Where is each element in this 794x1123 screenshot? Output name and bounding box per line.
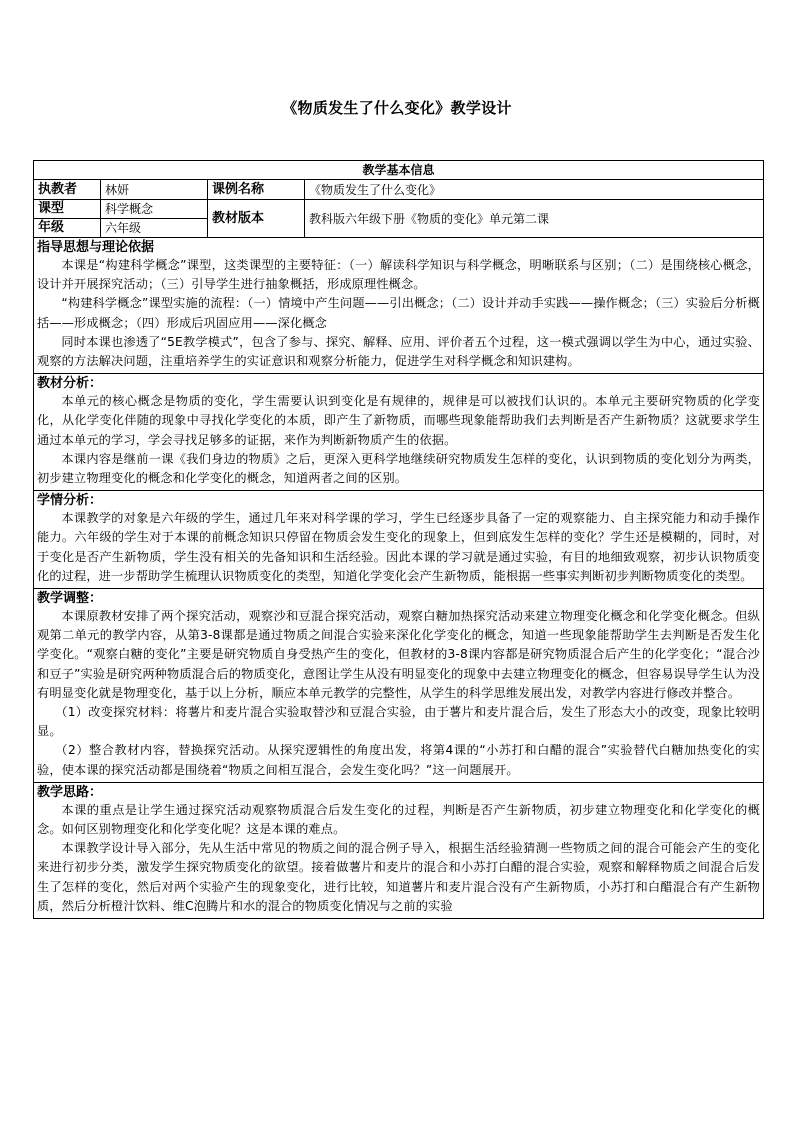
- guiding-paragraph: “构建科学概念”课型实施的流程：（一）情境中产生问题——引出概念；（二）设计并动手实践——操作概念；（三）实验后分析概括——形成概念；（四）形成后巩固应用——深化概念: [37, 296, 761, 330]
- edition-label: 教材版本: [208, 200, 305, 238]
- thinking-section: [34, 782, 764, 918]
- adjust-section: [34, 589, 764, 783]
- guiding-section: [34, 238, 764, 374]
- lesson-plan-table: [33, 160, 764, 919]
- guiding-paragraph: 同时本课也渗透了“5E教学模式”，包含了参与、探究、解释、应用、评价者五个过程，这一模式强调以学生为中心，通过实验、观察的方法解决问题，注重培养学生的实证意识和观察分析能力，促进学生对科学概念和知识建构。: [37, 334, 761, 369]
- guiding-title: 指导思想与理论依据: [37, 240, 155, 255]
- type-label: 课型: [34, 200, 101, 219]
- adjust-paragraph: 本课原教材安排了两个探究活动，观察沙和豆混合探究活动，观察白糖加热探究活动来建立物理变化概念和化学变化概念。但纵观第二单元的教学内容，从第3-8课都是通过物质之间混合实验来深化化学变化的概念，知道一些现象能帮助学生去判断是否发生化学变化。“观察白糖的变化”主要是研究物质自身受热产生的变化，但教材的3-8课内容都是研究物质混合后产生的化学变化；“混合沙和豆子”实验是研究两种物质混合后的物质变化，意图让学生从没有明显变化的现象中去建立物理变化的概念，但容易误导学生认为没有明显变化就是物理变化，基于以上分析，顺应本单元教学的完整性，从学生的科学思维发展出发，对教学内容进行修改并整合。: [37, 609, 761, 700]
- teacher-value: 林妍: [101, 180, 208, 200]
- adjust-paragraph: （1）改变探究材料：将薯片和麦片混合实验取替沙和豆混合实验，由于薯片和麦片混合后，发生了形态大小的改变，现象比较明显。: [37, 705, 761, 739]
- thinking-paragraph: 本课教学设计导入部分，先从生活中常见的物质之间的混合例子导入，根据生活经验猜测一些物质之间的混合可能会产生的变化来进行初步分类，激发学生探究物质变化的欲望。接着做薯片和麦片的混合和小苏打白醋的混合实验，观察和解释物质之间混合后发生了怎样的变化，然后对两个实验产生的现象变化，进行比较，知道薯片和麦片混合没有产生新物质，小苏打和白醋混合有产生新物质，然后分析橙汁饮料、维C泡腾片和水的混合的物质变化情况与之前的实验: [37, 841, 761, 913]
- grade-value: 六年级: [101, 219, 208, 238]
- course-value: 《物质发生了什么变化》: [305, 180, 764, 200]
- thinking-paragraph: 本课的重点是让学生通过探究活动观察物质混合后发生变化的过程，判断是否产生新物质，初步建立物理变化和化学变化的概念。如何区别物理变化和化学变化呢？这是本课的难点。: [37, 802, 761, 837]
- adjust-paragraph: （2）整合教材内容，替换探究活动。从探究逻辑性的角度出发，将第4课的“小苏打和白醋的混合”实验替代白糖加热变化的实验，使本课的探究活动都是围绕着“物质之间相互混合，会发生变化吗？”这一问题展开。: [37, 743, 761, 777]
- document-title: 《物质发生了什么变化》教学设计: [282, 99, 512, 117]
- edition-value: 教科版六年级下册《物质的变化》单元第二课: [305, 200, 764, 238]
- type-value: 科学概念: [101, 200, 208, 219]
- students-section: [34, 491, 764, 589]
- course-label: 课例名称: [208, 180, 305, 200]
- students-paragraph: 本课教学的对象是六年级的学生，通过几年来对科学课的学习，学生已经逐步具备了一定的观察能力、自主探究能力和动手操作能力。六年级的学生对于本课的前概念知识只停留在物质会发生变化的现象上，但到底发生怎样的变化？学生还是模糊的，同时，对于变化是否产生新物质，学生没有相关的先备知识和生活经验。因此本课的学习就是通过实验，有目的地细致观察，初步认识物质变化的过程，进一步帮助学生梳理认识物质变化的类型，知道化学变化会产生新物质，能根据一些事实判断初步判断物质变化的类型。: [37, 511, 761, 583]
- basic-info-header: 教学基本信息: [34, 161, 764, 180]
- students-title: 学情分析：: [37, 493, 103, 509]
- guiding-paragraph: 本课是“构建科学概念”课型，这类课型的主要特征：（一）解读科学知识与科学概念，明晰联系与区别；（二）是围绕核心概念，设计并开展探究活动；（三）引导学生进行抽象概括，形成原理性概念。: [37, 258, 761, 292]
- textbook-title: 教材分析：: [37, 376, 103, 392]
- textbook-paragraph: 本单元的核心概念是物质的变化，学生需要认识到变化是有规律的，规律是可以被找们认识的。本单元主要研究物质的化学变化，从化学变化伴随的现象中寻找化学变化的本质，即产生了新物质，而哪些现象能帮助我们去判断是否产生新物质？这就要求学生通过本单元的学习，学会寻找足够多的证据，来作为判断新物质产生的依据。: [37, 394, 761, 447]
- textbook-paragraph: 本课内容是继前一课《我们身边的物质》之后，更深入更科学地继续研究物质发生怎样的变化，认识到物质的变化划分为两类，初步建立物理变化的概念和化学变化的概念，知道两者之间的区别。: [37, 451, 761, 486]
- textbook-section: [34, 374, 764, 491]
- teacher-label: 执教者: [34, 180, 101, 200]
- adjust-title: 教学调整：: [37, 591, 103, 607]
- thinking-title: 教学思路：: [37, 784, 103, 800]
- grade-label: 年级: [34, 219, 101, 238]
